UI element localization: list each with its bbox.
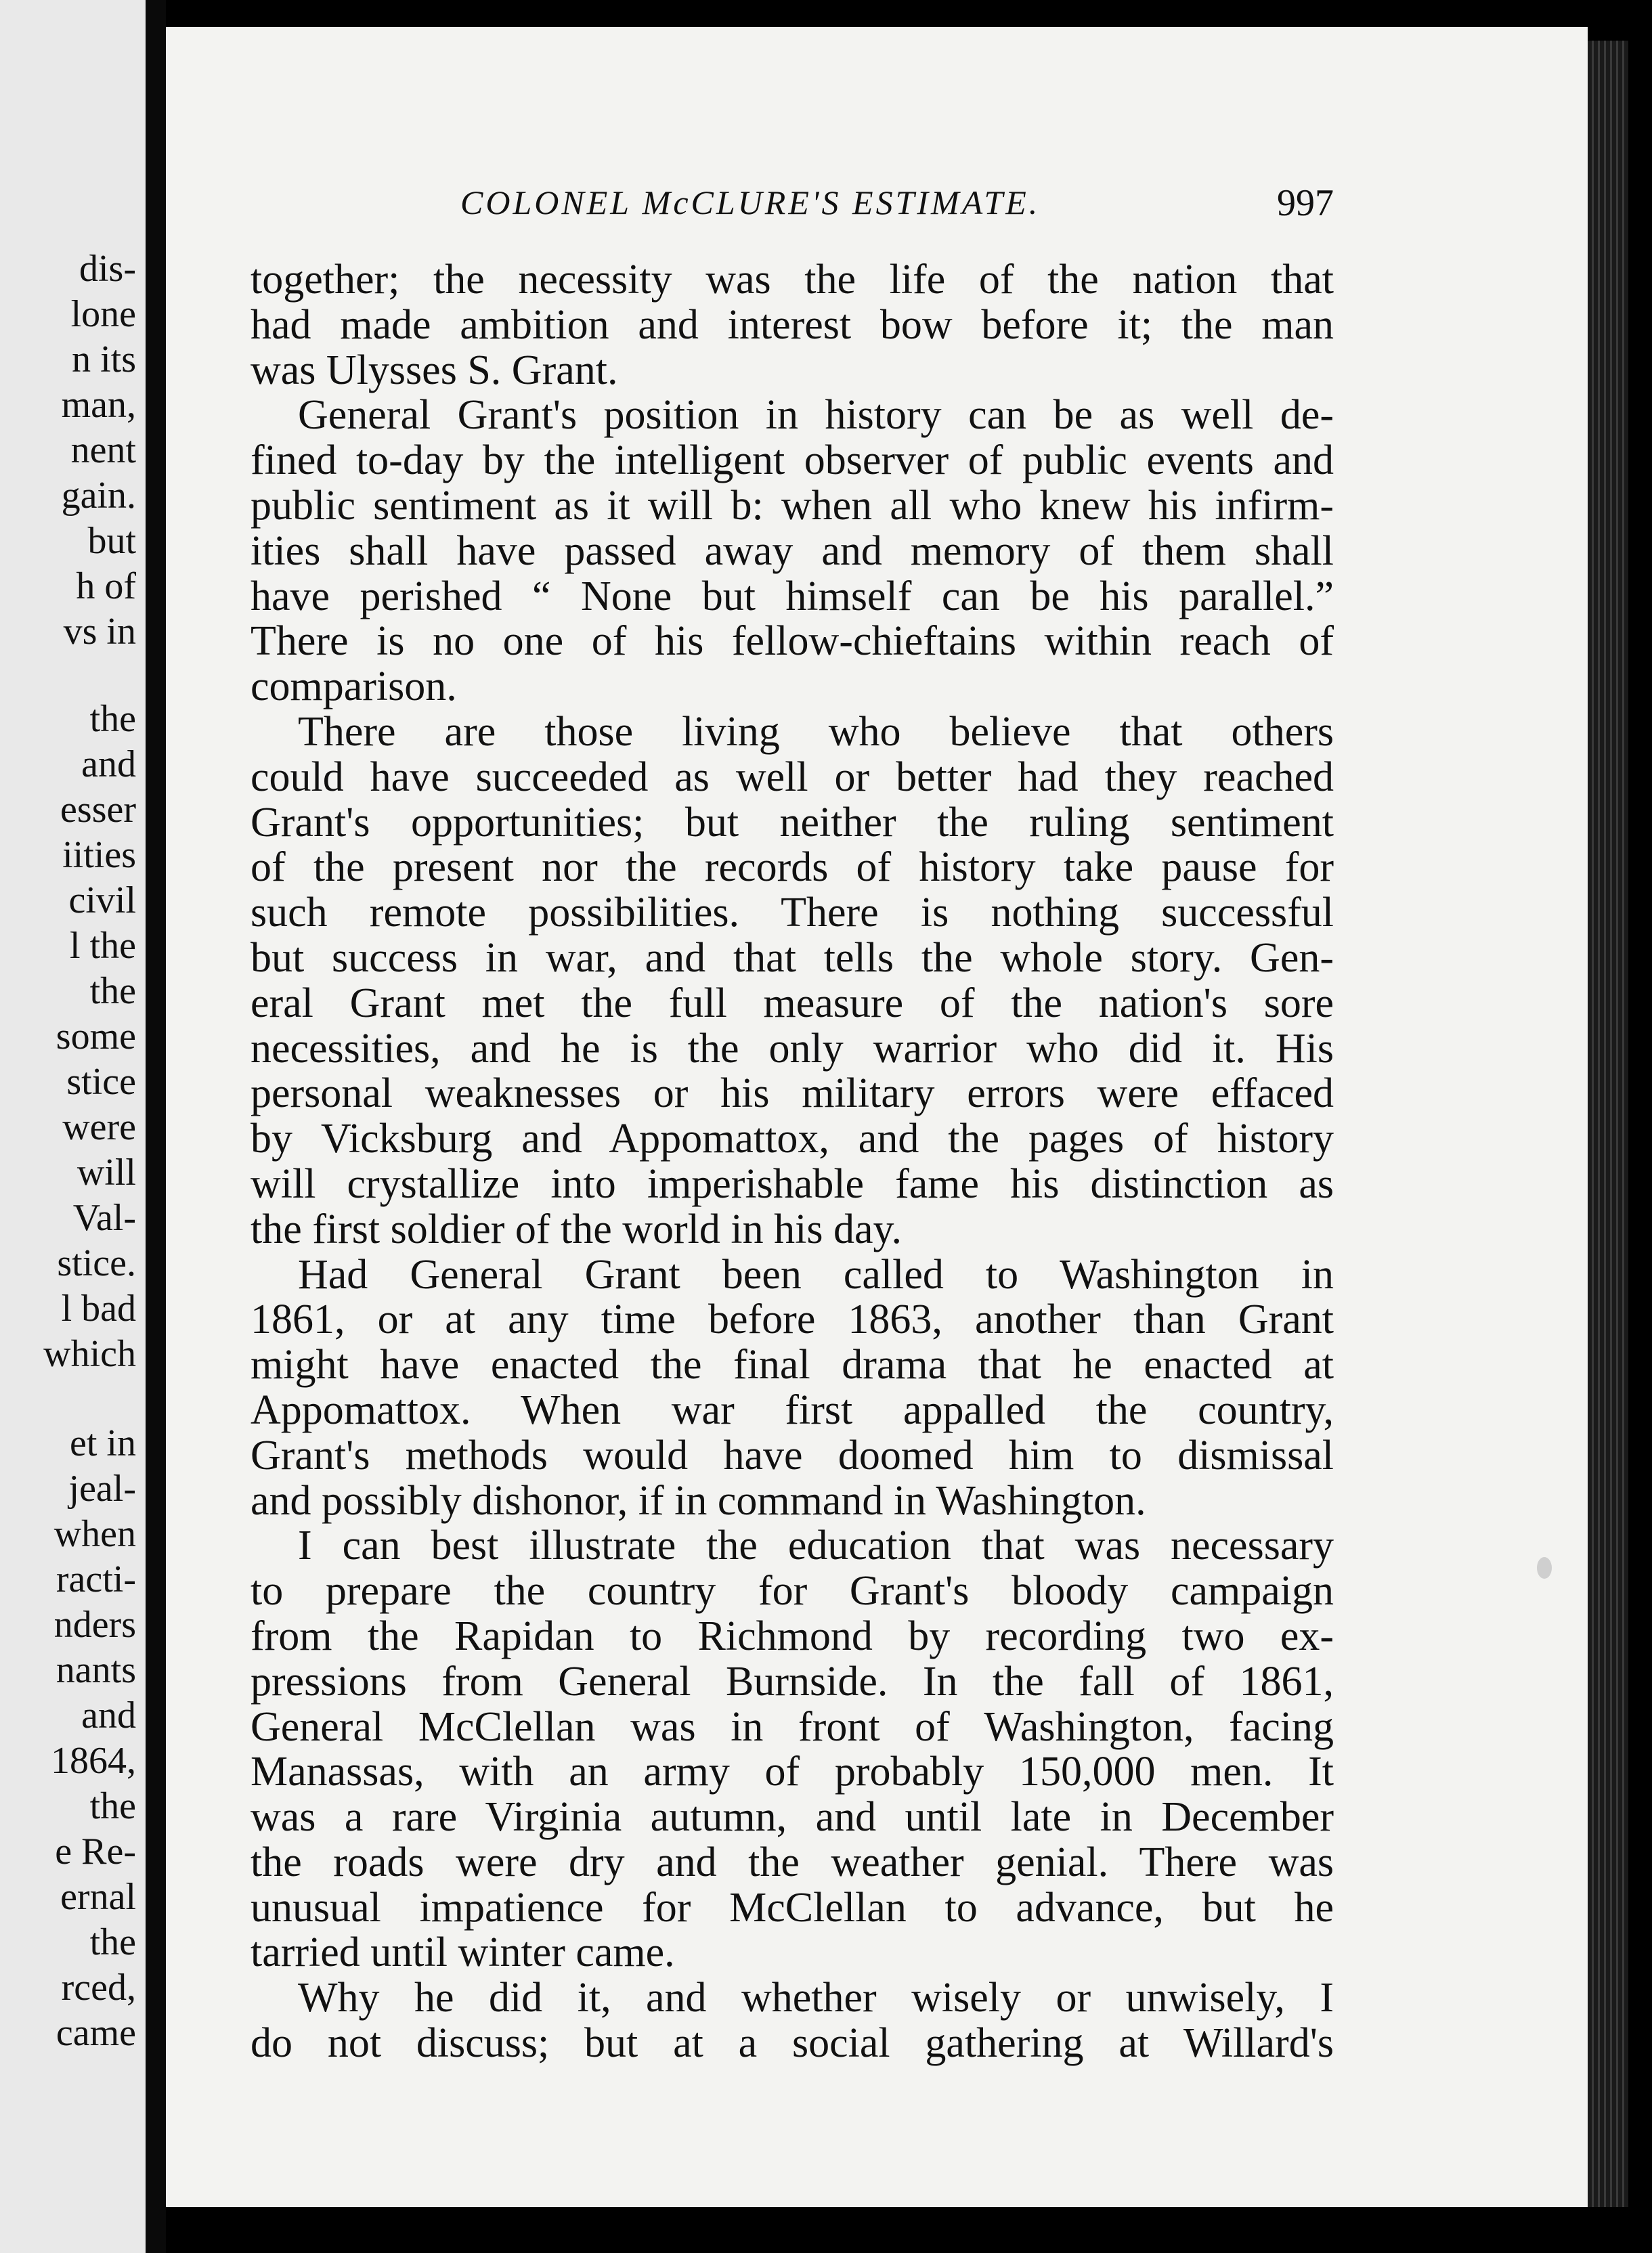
text-line: from the Rapidan to Richmond by recording two ex- xyxy=(251,1613,1334,1659)
text-line: General Grant's position in history can be as well de- xyxy=(298,392,1334,439)
facing-page-line: and xyxy=(81,1694,136,1736)
text-line: Why he did it, and whether wisely or unwisely, I xyxy=(298,1975,1334,2021)
paragraph xyxy=(251,709,1334,1252)
text-line: Had General Grant been called to Washington in xyxy=(298,1251,1334,1298)
paragraph xyxy=(251,257,1334,393)
facing-page-line: rced, xyxy=(61,1967,136,2009)
facing-page-line: h of xyxy=(76,565,136,607)
facing-page-line: racti- xyxy=(56,1558,136,1600)
paragraph xyxy=(251,1975,1334,2066)
facing-page-line: l bad xyxy=(61,1288,136,1330)
text-line: could have succeeded as well or better had they reached xyxy=(251,753,1334,800)
text-line: ities shall have passed away and memory of them shall xyxy=(251,527,1334,574)
text-line: such remote possibilities. There is nothing successful xyxy=(251,890,1334,936)
text-line: by Vicksburg and Appomattox, and the pages of history xyxy=(251,1116,1334,1162)
facing-page-line: vs in xyxy=(63,611,136,653)
text-line: There are those living who believe that others xyxy=(298,708,1334,755)
text-line: was Ulysses S. Grant. xyxy=(251,347,618,393)
text-line: 1861, or at any time before 1863, another than Grant xyxy=(251,1296,1334,1343)
text-line: to prepare the country for Grant's bloody campaign xyxy=(251,1568,1334,1615)
facing-page-line: l the xyxy=(70,925,136,967)
facing-page-line: esser xyxy=(60,789,136,831)
facing-page-line: which xyxy=(43,1333,136,1375)
text-line: pressions from General Burnside. In the fall of 1861, xyxy=(251,1658,1334,1705)
text-line: the roads were dry and the weather genial. There was xyxy=(251,1839,1334,1885)
text-line: necessities, and he is the only warrior who did it. His xyxy=(251,1025,1334,1072)
text-line: General McClellan was in front of Washington, facing xyxy=(251,1703,1334,1750)
facing-page-line: were xyxy=(62,1106,136,1148)
running-head: COLONEL McCLURE'S ESTIMATE. xyxy=(460,183,1041,221)
paper-blemish xyxy=(1537,1557,1552,1579)
text-line: of the present nor the records of history take pause for xyxy=(251,844,1334,891)
text-line: There is no one of his fellow-chieftains within reach of xyxy=(251,618,1334,665)
facing-page-line: iities xyxy=(62,834,136,876)
page-number: 997 xyxy=(1277,182,1334,224)
facing-page-line: stice. xyxy=(57,1242,136,1284)
text-line: comparison. xyxy=(251,663,457,710)
facing-page-line: jeal- xyxy=(68,1468,136,1510)
facing-page-line: n its xyxy=(72,338,136,380)
paragraph xyxy=(251,1252,1334,1524)
paragraph xyxy=(251,1523,1334,1975)
text-line: eral Grant met the full measure of the nation's sore xyxy=(251,980,1334,1026)
text-line: do not discuss; but at a social gathering at Willard's xyxy=(251,2020,1334,2067)
text-line: Grant's opportunities; but neither the ruling sentiment xyxy=(251,799,1334,846)
text-line: personal weaknesses or his military errors were effaced xyxy=(251,1070,1334,1117)
facing-page-line: will xyxy=(77,1152,136,1194)
facing-page-line: nders xyxy=(53,1604,136,1646)
facing-page-line: lone xyxy=(70,293,136,335)
text-line: I can best illustrate the education that was necessary xyxy=(298,1523,1334,1569)
facing-page-line: dis- xyxy=(79,248,136,290)
facing-page-line: the xyxy=(89,698,136,740)
page-edges xyxy=(1588,41,1628,2207)
text-line: was a rare Virginia autumn, and until late in December xyxy=(251,1794,1334,1841)
facing-page-line: ernal xyxy=(60,1876,136,1918)
facing-page-line: some xyxy=(56,1015,136,1057)
facing-page-line: man, xyxy=(61,384,136,426)
text-line: the first soldier of the world in his day. xyxy=(251,1206,902,1252)
facing-page-line: nants xyxy=(56,1649,136,1691)
facing-page-line: stice xyxy=(66,1061,136,1103)
facing-page-line: 1864, xyxy=(51,1740,136,1782)
facing-page-line: when xyxy=(53,1513,136,1555)
facing-page-line: e Re- xyxy=(55,1831,136,1873)
text-line: fined to-day by the intelligent observer of public events and xyxy=(251,437,1334,484)
facing-page-line: nent xyxy=(70,429,136,471)
facing-page-line: and xyxy=(81,743,136,785)
facing-page-line: but xyxy=(87,520,136,562)
text-line: had made ambition and interest bow before it; the man xyxy=(251,301,1334,348)
text-line: unusual impatience for McClellan to advance, but he xyxy=(251,1884,1334,1931)
facing-page-line: Val- xyxy=(72,1197,136,1239)
facing-page xyxy=(0,0,146,2253)
facing-page-line: gain. xyxy=(61,475,136,517)
book-gutter xyxy=(146,0,166,2253)
facing-page-line: et in xyxy=(70,1422,136,1464)
text-line: but success in war, and that tells the whole story. Gen- xyxy=(251,934,1334,981)
paragraph xyxy=(251,393,1334,709)
facing-page-line: the xyxy=(89,1785,136,1827)
facing-page-line: the xyxy=(89,970,136,1012)
text-line: have perished “ None but himself can be his parallel.” xyxy=(251,573,1334,619)
text-line: Grant's methods would have doomed him to dismissal xyxy=(251,1432,1334,1479)
text-line: Appomattox. When war first appalled the country, xyxy=(251,1386,1334,1433)
text-line: public sentiment as it will b: when all who knew his infirm- xyxy=(251,482,1334,529)
text-line: and possibly dishonor, if in command in Washington. xyxy=(251,1477,1146,1524)
body-text xyxy=(251,257,1334,2066)
text-line: Manassas, with an army of probably 150,000 men. It xyxy=(251,1749,1334,1795)
text-line: tarried until winter came. xyxy=(251,1929,675,1976)
facing-page-line: the xyxy=(89,1921,136,1963)
text-line: might have enacted the final drama that he enacted at xyxy=(251,1342,1334,1388)
facing-page-line: civil xyxy=(68,879,136,921)
facing-page-line: came xyxy=(56,2012,136,2054)
text-line: together; the necessity was the life of the nation that xyxy=(251,257,1334,303)
text-line: will crystallize into imperishable fame his distinction as xyxy=(251,1160,1334,1207)
